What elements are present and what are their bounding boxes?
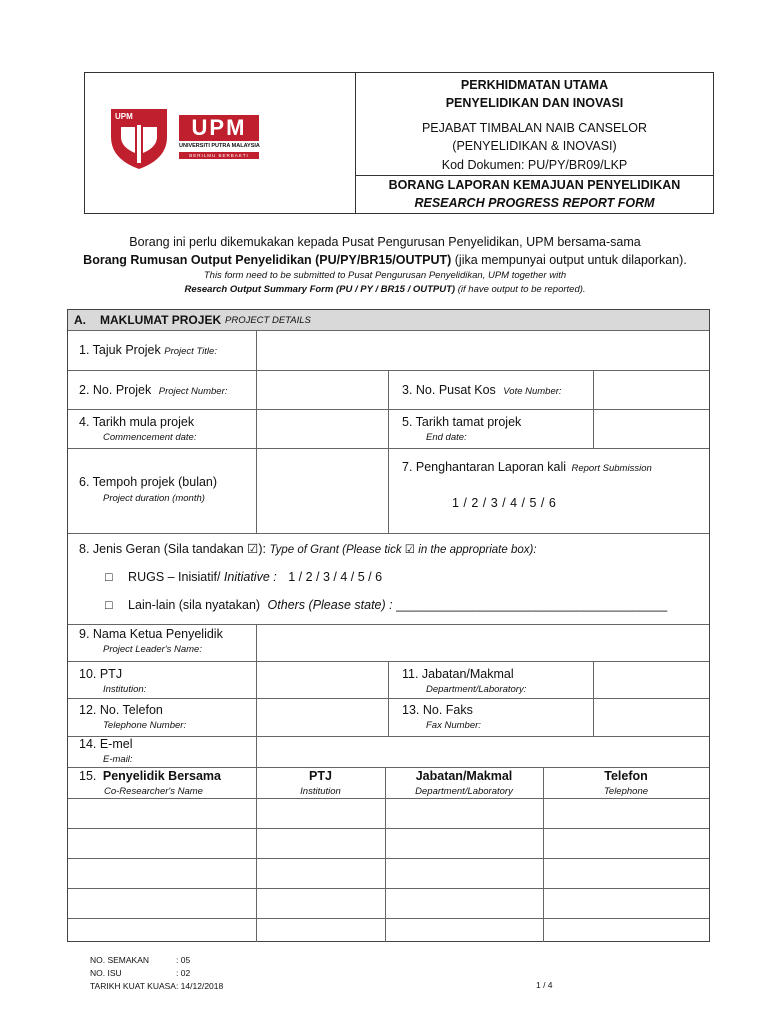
checkbox-icon[interactable]: □ <box>105 570 113 584</box>
duration-input[interactable] <box>258 449 386 532</box>
field-label-en: Department/Laboratory: <box>426 684 527 695</box>
field-label-en: Project duration (month) <box>103 493 205 504</box>
svg-text:UPM: UPM <box>115 112 133 121</box>
section-title-en: PROJECT DETAILS <box>225 315 311 326</box>
field-label-en: End date: <box>426 432 467 443</box>
form-title-en: RESEARCH PROGRESS REPORT FORM <box>414 196 655 210</box>
email-input[interactable] <box>258 737 708 766</box>
field-label-en: Commencement date: <box>103 432 197 443</box>
col-header: Jabatan/Makmal <box>415 769 513 783</box>
intro-form-ref: Borang Rumusan Output Penyelidikan (PU/PY/BR15/OUTPUT) <box>83 253 452 267</box>
upm-crest-icon <box>107 107 177 171</box>
field-label-en: E-mail: <box>103 754 133 765</box>
start-date-input[interactable] <box>258 410 386 447</box>
divider <box>355 175 713 176</box>
field-telephone: 12. No. Telefon <box>79 703 163 717</box>
col-header-en: Telephone <box>603 786 649 797</box>
others-input-line[interactable]: _______________________________________ <box>396 598 668 612</box>
col-header: Telefon <box>604 769 648 783</box>
field-label-en: Institution: <box>103 684 147 695</box>
field-grant-type <box>79 541 537 556</box>
option-label-en: Others (Please state) : <box>267 598 393 612</box>
field-label: 8. Jenis Geran (Sila tandakan ☑): <box>79 542 266 556</box>
intro-text <box>0 253 770 267</box>
project-title-input[interactable] <box>258 331 708 369</box>
field-start-date: 4. Tarikh mula projek <box>79 415 195 429</box>
intro-form-ref-en: Research Output Summary Form (PU / PY / BR15 / OUTPUT) <box>184 284 456 295</box>
header-line: (PENYELIDIKAN & INOVASI) <box>452 139 617 153</box>
header-line: PEJABAT TIMBALAN NAIB CANSELOR <box>421 121 648 135</box>
end-date-input[interactable] <box>595 410 708 447</box>
coresearcher-header <box>79 769 221 783</box>
intro-text-en: This form need to be submitted to Pusat Pengurusan Penyelidikan, UPM together with <box>203 270 567 281</box>
option-label: Lain-lain (sila nyatakan) <box>128 598 261 612</box>
form-title: BORANG LAPORAN KEMAJUAN PENYELIDIKAN <box>388 178 681 192</box>
document-code: Kod Dokumen: PU/PY/BR09/LKP <box>441 158 628 172</box>
field-label: 3. No. Pusat Kos <box>402 383 496 397</box>
logo-motto: BERILMU BERBAKTI <box>179 152 259 159</box>
section-title: MAKLUMAT PROJEK <box>100 313 222 327</box>
vote-number-input[interactable] <box>595 371 708 408</box>
field-email: 14. E-mel <box>79 737 133 751</box>
col-header-en: Institution <box>300 786 341 797</box>
field-fax: 13. No. Faks <box>402 703 473 717</box>
option-label-en: Initiative : <box>223 570 277 584</box>
intro-text-en <box>0 284 770 295</box>
field-duration: 6. Tempoh projek (bulan) <box>79 475 218 489</box>
intro-text: Borang ini perlu dikemukakan kepada Pusat Pengurusan Penyelidikan, UPM bersama-sama <box>129 235 641 249</box>
section-header <box>68 310 709 330</box>
logo-subtitle: UNIVERSITI PUTRA MALAYSIA <box>179 143 260 149</box>
field-label: 2. No. Projek <box>79 383 152 397</box>
effective-date: TARIKH KUAT KUASA: 14/12/2018 <box>90 981 224 991</box>
field-label-en: Telephone Number: <box>103 720 187 731</box>
revision-value: : 05 <box>176 955 191 965</box>
page-number: 1 / 4 <box>536 980 553 990</box>
field-label-en: Project Title: <box>164 346 217 357</box>
col-header-en: Department/Laboratory <box>415 786 513 797</box>
field-end-date: 5. Tarikh tamat projek <box>402 415 522 429</box>
field-label-en: Vote Number: <box>503 386 562 397</box>
revision-label: NO. SEMAKAN <box>90 955 150 965</box>
intro-text-en-rest: (if have output to be reported). <box>455 284 586 295</box>
leader-name-input[interactable] <box>258 625 708 660</box>
field-label: 7. Penghantaran Laporan kali <box>402 460 567 474</box>
field-project-number <box>79 383 227 397</box>
field-label-en: Project Number: <box>158 386 228 397</box>
col-header: PTJ <box>309 769 332 783</box>
col-header-en: Co-Researcher's Name <box>104 786 203 797</box>
field-label-en: Report Submission <box>571 463 652 474</box>
field-label: 1. Tajuk Projek <box>79 343 161 357</box>
field-label-en: Fax Number: <box>426 720 481 731</box>
section-letter: A. <box>74 313 86 327</box>
field-project-title <box>79 343 217 357</box>
project-number-input[interactable] <box>258 371 386 408</box>
report-submission-options[interactable]: 1 / 2 / 3 / 4 / 5 / 6 <box>452 496 557 510</box>
field-label-en: Type of Grant (Please tick ☑ in the appropriate box): <box>269 544 537 556</box>
option-label: RUGS – Inisiatif/ <box>128 570 221 584</box>
col-header: Penyelidik Bersama <box>102 769 221 783</box>
field-department: 11. Jabatan/Makmal <box>402 667 514 681</box>
field-vote-number <box>402 383 562 397</box>
header-line: PENYELIDIKAN DAN INOVASI <box>445 96 624 110</box>
document-header <box>84 72 714 214</box>
field-institution: 10. PTJ <box>79 667 123 681</box>
project-details-form <box>67 309 710 942</box>
rugs-options: 1 / 2 / 3 / 4 / 5 / 6 <box>288 570 383 584</box>
field-number: 15. <box>79 769 97 783</box>
document-footer <box>90 954 223 993</box>
issue-value: : 02 <box>176 968 191 978</box>
grant-option-rugs[interactable] <box>105 570 382 584</box>
field-label-en: Project Leader's Name: <box>103 644 202 655</box>
field-report-submission <box>402 460 652 474</box>
upm-logo <box>107 107 267 167</box>
issue-label: NO. ISU <box>90 968 122 978</box>
checkbox-icon[interactable]: □ <box>105 598 113 612</box>
field-leader-name: 9. Nama Ketua Penyelidik <box>79 627 223 641</box>
header-line: PERKHIDMATAN UTAMA <box>460 78 609 92</box>
intro-text-rest: (jika mempunyai output untuk dilaporkan). <box>451 253 687 267</box>
grant-option-others[interactable] <box>105 598 667 612</box>
logo-wordmark: UPM <box>179 115 259 141</box>
